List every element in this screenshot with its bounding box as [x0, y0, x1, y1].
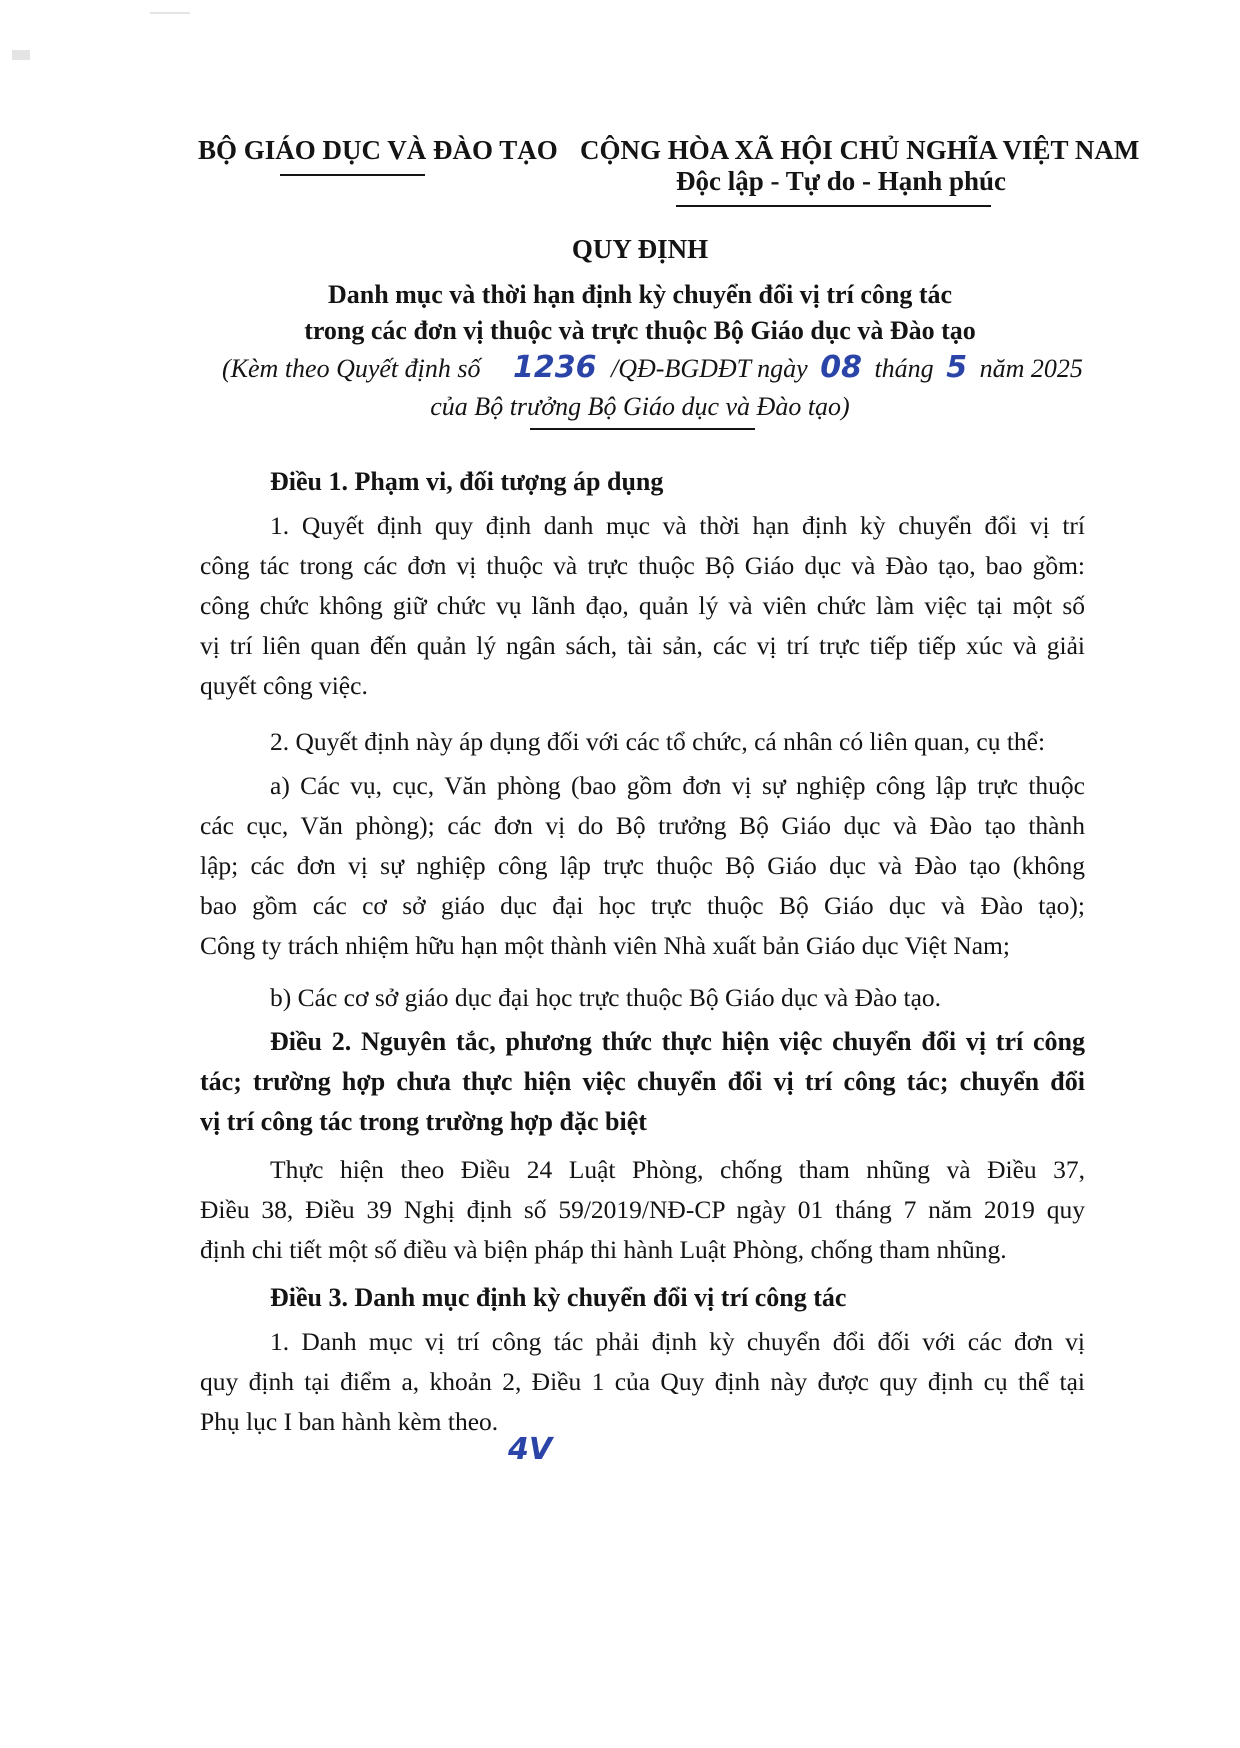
- agency-underline: [280, 174, 425, 176]
- line: định chi tiết một số điều và biện pháp thi hành Luật Phòng, chống tham nhũng.: [200, 1235, 1007, 1264]
- line: a) Các vụ, cục, Văn phòng (bao gồm đơn vị sự nghiệp công lập trực thuộc: [270, 771, 1085, 800]
- scan-mark: [150, 12, 190, 14]
- article-1-paragraph-1: [200, 506, 1085, 706]
- attachment-line: [222, 350, 1083, 385]
- document-subtitle-2: trong các đơn vị thuộc và trực thuộc Bộ Giáo dục và Đào tạo: [304, 316, 976, 345]
- article-1-item-a: [200, 766, 1085, 966]
- title-underline: [530, 428, 755, 430]
- article-1-heading: Điều 1. Phạm vi, đối tượng áp dụng: [270, 467, 664, 496]
- line: Điều 2. Nguyên tắc, phương thức thực hiện việc chuyển đổi vị trí công: [270, 1027, 1085, 1056]
- motto: Độc lập - Tự do - Hạnh phúc: [676, 166, 1007, 196]
- attachment-line-2: của Bộ trưởng Bộ Giáo dục và Đào tạo): [430, 392, 850, 421]
- decision-number-handwritten: 1236: [513, 350, 597, 385]
- article-3-paragraph-1: [200, 1322, 1085, 1442]
- line: công tác trong các đơn vị thuộc và trực thuộc Bộ Giáo dục và Đào tạo, bao gồm:: [200, 551, 1085, 580]
- agency-name: BỘ GIÁO DỤC VÀ ĐÀO TẠO: [198, 135, 558, 165]
- day-handwritten: 08: [820, 350, 862, 385]
- article-2-heading: [200, 1022, 1085, 1142]
- article-2-body: [200, 1150, 1085, 1270]
- attach-suffix: năm 2025: [979, 354, 1083, 383]
- line: 2. Quyết định này áp dụng đối với các tổ chức, cá nhân có liên quan, cụ thể:: [270, 727, 1046, 756]
- handwritten-initials: 4V: [508, 1432, 553, 1467]
- line: Công ty trách nhiệm hữu hạn một thành viên Nhà xuất bản Giáo dục Việt Nam;: [200, 931, 1010, 960]
- attach-mid2: tháng: [874, 354, 934, 383]
- line: các cục, Văn phòng); các đơn vị do Bộ trưởng Bộ Giáo dục và Đào tạo thành: [200, 811, 1085, 840]
- line: bao gồm các cơ sở giáo dục đại học trực thuộc Bộ Giáo dục và Đào tạo);: [200, 891, 1085, 920]
- attach-prefix: (Kèm theo Quyết định số: [222, 354, 481, 383]
- line: Phụ lục I ban hành kèm theo.: [200, 1407, 499, 1436]
- line: 1. Danh mục vị trí công tác phải định kỳ chuyển đổi đối với các đơn vị: [270, 1327, 1085, 1356]
- line: quy định tại điểm a, khoản 2, Điều 1 của Quy định này được quy định cụ thể tại: [200, 1367, 1085, 1396]
- document-subtitle-1: Danh mục và thời hạn định kỳ chuyển đổi vị trí công tác: [327, 280, 953, 309]
- line: Thực hiện theo Điều 24 Luật Phòng, chống tham nhũng và Điều 37,: [270, 1155, 1085, 1184]
- line: vị trí liên quan đến quản lý ngân sách, tài sản, các vị trí trực tiếp tiếp xúc và giải: [200, 631, 1085, 660]
- article-3-heading: Điều 3. Danh mục định kỳ chuyển đổi vị trí công tác: [270, 1283, 847, 1312]
- month-handwritten: 5: [946, 350, 968, 385]
- line: Điều 38, Điều 39 Nghị định số 59/2019/NĐ-CP ngày 01 tháng 7 năm 2019 quy: [200, 1195, 1085, 1224]
- line: vị trí công tác trong trường hợp đặc biệt: [200, 1107, 647, 1136]
- republic-name: CỘNG HÒA XÃ HỘI CHỦ NGHĨA VIỆT NAM: [580, 135, 1140, 165]
- line: lập; các đơn vị sự nghiệp công lập trực thuộc Bộ Giáo dục và Đào tạo (không: [200, 851, 1085, 880]
- line: công chức không giữ chức vụ lãnh đạo, quản lý và viên chức làm việc tại một số: [200, 591, 1085, 620]
- scan-mark: [12, 50, 30, 60]
- line: quyết công việc.: [200, 671, 368, 700]
- line: 1. Quyết định quy định danh mục và thời hạn định kỳ chuyển đổi vị trí: [270, 511, 1085, 540]
- line: b) Các cơ sở giáo dục đại học trực thuộc Bộ Giáo dục và Đào tạo.: [270, 983, 942, 1012]
- motto-underline: [676, 205, 991, 207]
- attach-mid1: /QĐ-BGDĐT ngày: [611, 354, 808, 383]
- line: tác; trường hợp chưa thực hiện việc chuyển đổi vị trí công tác; chuyển đổi: [200, 1067, 1085, 1096]
- document-type: QUY ĐỊNH: [571, 234, 709, 264]
- article-1-paragraph-2: [200, 722, 1085, 762]
- article-1-item-b: [200, 978, 1085, 1018]
